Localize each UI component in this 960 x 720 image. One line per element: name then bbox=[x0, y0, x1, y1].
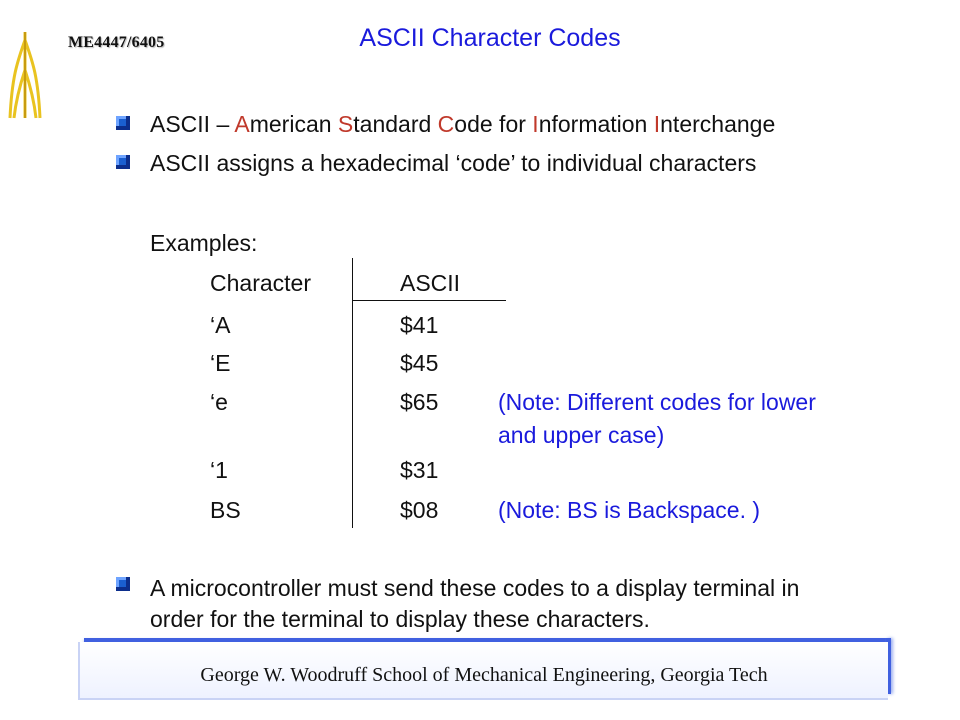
course-code: ME4447/6405 bbox=[68, 34, 165, 51]
bullet-ascii-assigns: ASCII assigns a hexadecimal ‘code’ to individual characters bbox=[150, 150, 757, 176]
footer-banner bbox=[78, 642, 888, 700]
table-cell-character: ‘1 bbox=[210, 457, 228, 483]
table-cell-ascii: $45 bbox=[400, 350, 439, 376]
table-cell-ascii: $41 bbox=[400, 312, 439, 338]
table-header-ascii: ASCII bbox=[400, 270, 461, 296]
table-divider-horizontal bbox=[352, 300, 506, 301]
table-cell-ascii: $08 bbox=[400, 497, 439, 523]
bullet-marker bbox=[116, 116, 130, 130]
bullet-marker bbox=[116, 155, 130, 169]
bullet-microcontroller: A microcontroller must send these codes to a display terminal in order for the terminal to display these characters. bbox=[150, 575, 800, 632]
table-note-case-line2: and upper case) bbox=[498, 422, 665, 448]
bullet-marker bbox=[116, 577, 130, 591]
table-divider-vertical bbox=[352, 258, 353, 528]
table-cell-ascii: $31 bbox=[400, 457, 439, 483]
examples-label: Examples: bbox=[150, 230, 258, 256]
gatech-flame-logo-icon bbox=[4, 30, 46, 122]
table-cell-character: BS bbox=[210, 497, 241, 523]
page-title: ASCII Character Codes bbox=[359, 24, 621, 52]
footer-text: George W. Woodruff School of Mechanical Engineering, Georgia Tech bbox=[200, 664, 768, 686]
table-cell-character: ‘A bbox=[210, 312, 231, 338]
table-cell-ascii: $65 bbox=[400, 389, 439, 415]
table-cell-character: ‘E bbox=[210, 350, 231, 376]
table-header-character: Character bbox=[210, 270, 311, 296]
bullet-ascii-definition: ASCII – American Standard Code for Information Interchange bbox=[150, 111, 776, 137]
table-note-backspace: (Note: BS is Backspace. ) bbox=[498, 497, 761, 523]
table-cell-character: ‘e bbox=[210, 389, 228, 415]
table-note-case: (Note: Different codes for lower bbox=[498, 389, 816, 415]
